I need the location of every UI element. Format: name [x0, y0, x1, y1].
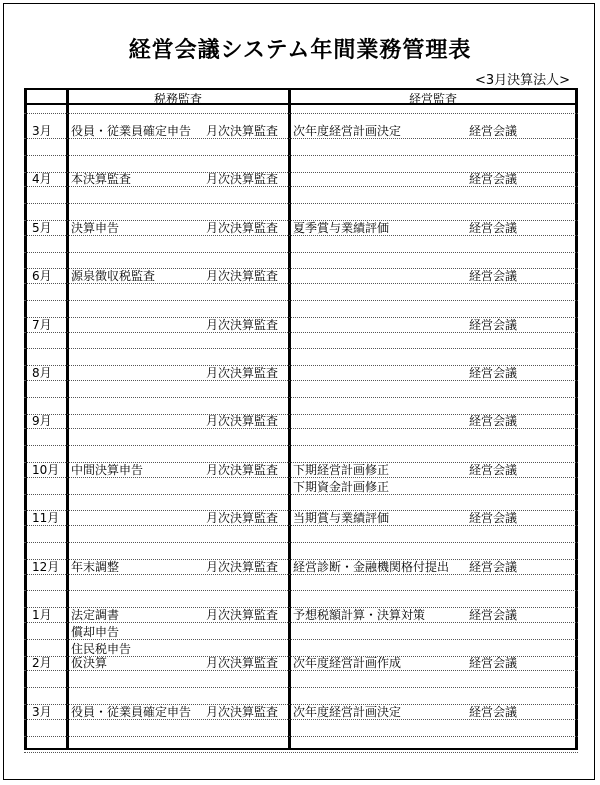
ruled-line	[24, 283, 578, 284]
management-item: 次年度経営計画決定	[293, 124, 402, 138]
ruled-line	[24, 235, 578, 236]
meeting-label: 経営会議	[469, 414, 518, 429]
table-bottom-border	[24, 748, 578, 750]
meeting-label: 経営会議	[469, 220, 518, 235]
tax-item: 償却申告	[71, 624, 120, 639]
month-label: 7月	[32, 317, 52, 332]
management-item: 予想税額計算・決算対策	[293, 608, 426, 622]
meeting-label: 経営会議	[469, 462, 518, 477]
tax-item: 源泉徴収税監査	[71, 269, 156, 284]
tax-item: 年末調整	[71, 559, 120, 574]
meeting-label: 経営会議	[469, 172, 518, 187]
monthly-audit-label: 月次決算監査	[206, 220, 279, 235]
month-label: 12月	[32, 559, 60, 574]
ruled-line	[24, 445, 578, 446]
month-label: 1月	[32, 608, 52, 622]
monthly-audit-label: 月次決算監査	[206, 366, 279, 380]
monthly-audit-label: 月次決算監査	[206, 511, 279, 526]
ruled-line	[24, 332, 578, 333]
header-tax-audit: 税務監査	[153, 92, 202, 106]
tax-item: 住民税申告	[71, 641, 132, 656]
ruled-line	[24, 687, 578, 688]
meeting-label: 経営会議	[469, 656, 518, 671]
ruled-line	[24, 639, 578, 640]
ruled-line	[24, 113, 578, 114]
month-label: 6月	[32, 269, 52, 284]
ruled-line	[24, 300, 578, 301]
tax-item: 決算申告	[71, 220, 120, 235]
monthly-audit-label: 月次決算監査	[206, 559, 279, 574]
month-label: 2月	[32, 656, 52, 671]
monthly-audit-label: 月次決算監査	[206, 124, 279, 138]
ruled-line	[24, 622, 578, 623]
month-label: 3月	[32, 124, 52, 138]
monthly-audit-label: 月次決算監査	[206, 462, 279, 477]
tax-item: 本決算監査	[71, 172, 132, 187]
meeting-label: 経営会議	[469, 511, 518, 526]
ruled-line	[24, 155, 578, 156]
monthly-audit-label: 月次決算監査	[206, 317, 279, 332]
ruled-line	[24, 542, 578, 543]
meeting-label: 経営会議	[469, 366, 518, 380]
ruled-line	[24, 590, 578, 591]
management-item: 下期経営計画修正	[293, 462, 390, 477]
table-top-border	[24, 88, 578, 90]
ruled-line	[24, 752, 578, 753]
header-management-audit: 経営監査	[408, 92, 457, 106]
monthly-audit-label: 月次決算監査	[206, 269, 279, 284]
management-item: 当期賞与業績評価	[293, 511, 390, 526]
monthly-audit-label: 月次決算監査	[206, 704, 279, 719]
ruled-line	[24, 494, 578, 495]
management-item: 次年度経営計画決定	[293, 704, 402, 719]
monthly-audit-label: 月次決算監査	[206, 608, 279, 622]
meeting-label: 経営会議	[469, 269, 518, 284]
month-label: 3月	[32, 704, 52, 719]
meeting-label: 経営会議	[469, 559, 518, 574]
month-label: 5月	[32, 220, 52, 235]
meeting-label: 経営会議	[469, 317, 518, 332]
management-item: 夏季賞与業績評価	[293, 220, 390, 235]
management-item: 経営診断・金融機関格付提出	[293, 559, 450, 574]
ruled-line	[24, 397, 578, 398]
month-label: 10月	[32, 462, 60, 477]
management-item: 下期資金計画修正	[293, 479, 390, 494]
ruled-line	[24, 574, 578, 575]
ruled-line	[24, 348, 578, 349]
ruled-line	[24, 186, 578, 187]
page-title: 経営会議システム年間業務管理表	[128, 38, 472, 63]
page-subtitle: <3月決算法人>	[474, 73, 570, 88]
ruled-line	[24, 428, 578, 429]
header-bottom-border	[24, 103, 578, 105]
ruled-line	[24, 736, 578, 737]
monthly-audit-label: 月次決算監査	[206, 172, 279, 187]
monthly-audit-label: 月次決算監査	[206, 414, 279, 429]
monthly-audit-label: 月次決算監査	[206, 656, 279, 671]
meeting-label: 経営会議	[469, 704, 518, 719]
ruled-line	[24, 252, 578, 253]
ruled-line	[24, 138, 578, 139]
tax-item: 役員・従業員確定申告	[71, 704, 192, 719]
tax-item: 仮決算	[71, 656, 108, 671]
ruled-line	[24, 525, 578, 526]
management-item: 次年度経営計画作成	[293, 656, 402, 671]
ruled-line	[24, 380, 578, 381]
ruled-line	[24, 203, 578, 204]
tax-item: 法定調書	[71, 608, 120, 622]
month-label: 4月	[32, 172, 52, 187]
meeting-label: 経営会議	[469, 124, 518, 138]
meeting-label: 経営会議	[469, 608, 518, 622]
tax-item: 中間決算申告	[71, 462, 144, 477]
month-label: 11月	[32, 511, 60, 526]
ruled-line	[24, 719, 578, 720]
month-label: 9月	[32, 414, 52, 429]
ruled-line	[24, 477, 578, 478]
ruled-line	[24, 670, 578, 671]
tax-item: 役員・従業員確定申告	[71, 124, 192, 138]
month-label: 8月	[32, 366, 52, 380]
schedule-table	[24, 88, 578, 750]
